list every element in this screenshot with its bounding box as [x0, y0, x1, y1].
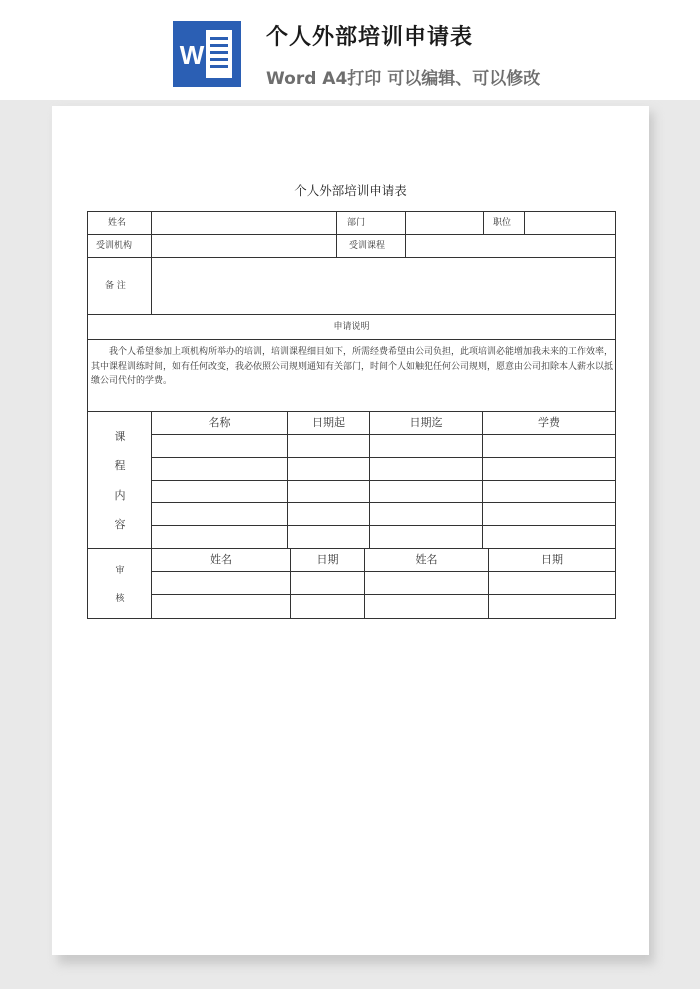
document-page — [52, 106, 649, 955]
row-line — [88, 314, 615, 315]
word-icon — [173, 21, 241, 87]
row-line — [151, 525, 615, 526]
course-label-char: 课 — [114, 430, 126, 443]
course-label: 受训课程 — [349, 241, 386, 251]
row-line — [151, 594, 615, 595]
review-header-date: 日期 — [316, 553, 339, 566]
course-label-char: 内 — [114, 489, 126, 502]
course-header-name: 名称 — [208, 416, 231, 429]
name-input[interactable] — [152, 215, 336, 231]
course-input[interactable] — [406, 238, 615, 254]
row-line — [151, 571, 615, 572]
institution-label: 受训机构 — [96, 241, 133, 251]
name-label: 姓名 — [108, 218, 127, 228]
review-label-char: 核 — [115, 594, 125, 604]
position-input[interactable] — [525, 215, 615, 231]
col-line — [336, 212, 337, 257]
statement-header: 申请说明 — [333, 322, 370, 332]
row-line — [151, 434, 615, 435]
course-header-start: 日期起 — [312, 416, 345, 429]
review-header-name-2: 姓名 — [415, 553, 438, 566]
svg-text:W: W — [179, 40, 205, 70]
banner — [0, 0, 700, 100]
review-label-char: 审 — [115, 566, 125, 576]
department-input[interactable] — [406, 215, 483, 231]
row-line — [88, 411, 615, 412]
row-line — [151, 502, 615, 503]
row-line — [88, 339, 615, 340]
banner-title: 个人外部培训申请表 — [266, 25, 474, 50]
course-header-end: 日期迄 — [409, 416, 443, 429]
statement-text: 我个人希望参加上项机构所举办的培训，培训课程细目如下，所需经费希望由公司负担，此项培训必能增加我未来的工作效率，其中课程训练时间，如有任何改变，我必依照公司规则通知有关部门，时间个人如触犯任何公司规则，愿意由公司扣除本人薪水以抵缴公司代付的学费。 — [91, 347, 614, 387]
course-label-char: 程 — [114, 459, 126, 472]
col-line — [482, 411, 483, 548]
col-line — [369, 411, 370, 548]
row-line — [88, 257, 615, 258]
row-line — [88, 548, 615, 549]
application-form-table — [87, 211, 616, 619]
row-line — [88, 234, 615, 235]
course-label-char: 容 — [114, 518, 126, 531]
banner-subtitle: Word A4打印 可以编辑、可以修改 — [266, 69, 541, 89]
col-line — [483, 212, 484, 234]
review-header-date-2: 日期 — [541, 553, 563, 566]
row-line — [151, 457, 615, 458]
remark-label: 备 注 — [105, 281, 126, 291]
institution-input[interactable] — [152, 238, 336, 254]
document-title: 个人外部培训申请表 — [294, 183, 407, 198]
course-header-fee: 学费 — [538, 416, 560, 429]
department-label: 部门 — [347, 218, 366, 228]
review-header-name: 姓名 — [210, 553, 232, 566]
remark-input[interactable] — [152, 260, 615, 312]
row-line — [151, 480, 615, 481]
col-line — [151, 411, 152, 548]
col-line — [287, 411, 288, 548]
position-label: 职位 — [493, 218, 512, 228]
